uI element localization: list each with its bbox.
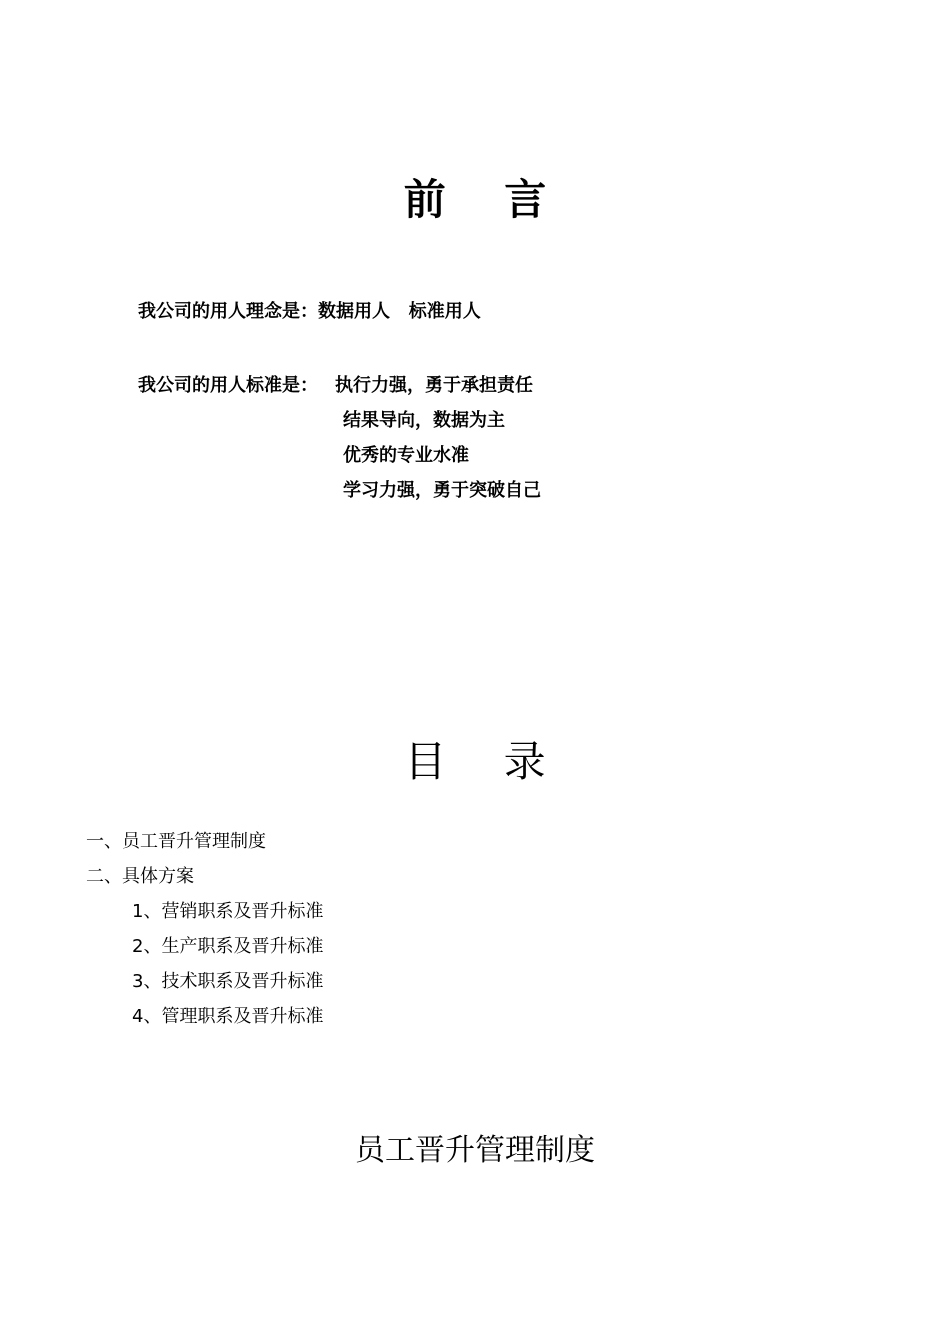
section-heading: 员工晋升管理制度 bbox=[355, 1133, 595, 1168]
hiring-standards bbox=[138, 368, 541, 508]
toc-item: 二、具体方案 bbox=[86, 866, 194, 887]
toc-subitem: 3、技术职系及晋升标准 bbox=[132, 971, 324, 992]
standard-item: 优秀的专业水准 bbox=[343, 445, 469, 466]
standard-item: 结果导向，数据为主 bbox=[343, 410, 505, 431]
standard-lead: 我公司的用人标准是： bbox=[138, 375, 318, 396]
toc-title: 目 录 bbox=[404, 737, 568, 786]
standard-row bbox=[138, 403, 541, 438]
toc-subitem: 1、营销职系及晋升标准 bbox=[132, 901, 324, 922]
standard-item: 学习力强，勇于突破自己 bbox=[343, 480, 541, 501]
table-of-contents bbox=[86, 824, 323, 1034]
standard-row bbox=[138, 473, 541, 508]
toc-subitem: 4、管理职系及晋升标准 bbox=[132, 1006, 324, 1027]
toc-item: 一、员工晋升管理制度 bbox=[86, 831, 266, 852]
standard-item: 执行力强，勇于承担责任 bbox=[335, 375, 533, 396]
preface-title: 前 言 bbox=[403, 175, 569, 224]
standard-row bbox=[138, 438, 541, 473]
toc-subitem: 2、生产职系及晋升标准 bbox=[132, 936, 324, 957]
standard-row bbox=[138, 368, 541, 403]
hiring-philosophy: 我公司的用人理念是：数据用人 标准用人 bbox=[138, 301, 481, 322]
